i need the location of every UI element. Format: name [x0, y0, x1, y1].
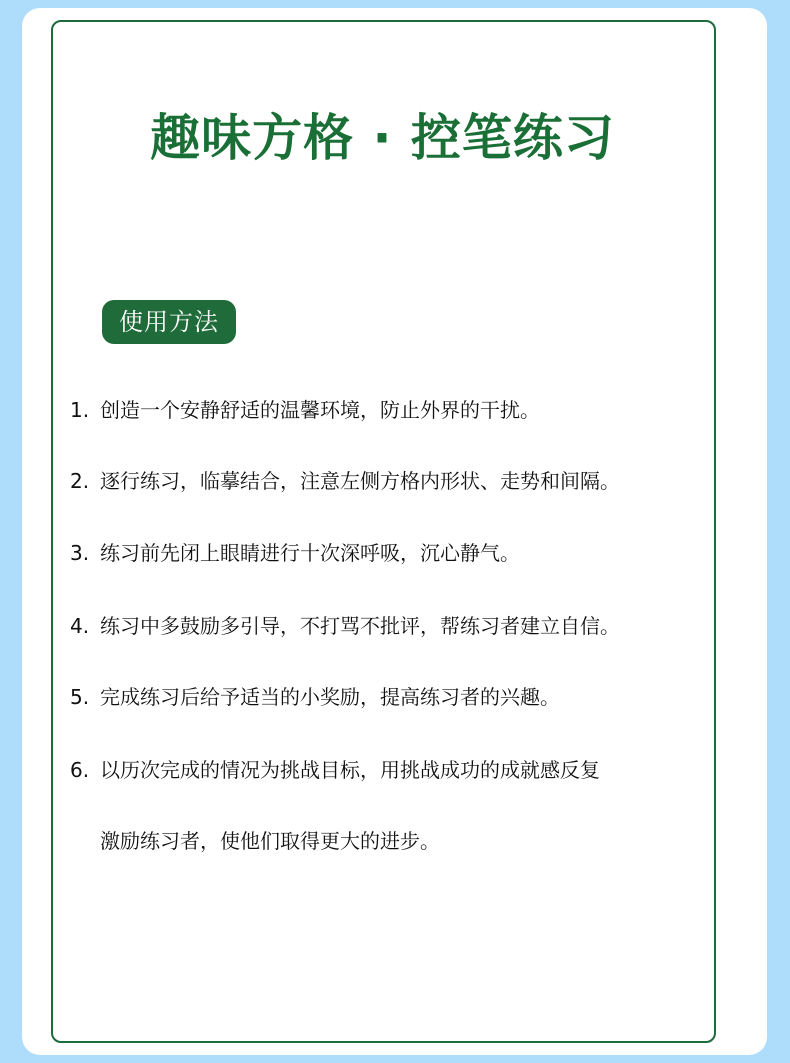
instruction-item	[70, 539, 520, 567]
instruction-number: 6.	[70, 758, 90, 782]
instruction-text: 完成练习后给予适当的小奖励，提高练习者的兴趣。	[100, 685, 560, 709]
instruction-item	[70, 756, 600, 784]
instruction-text: 逐行练习，临摹结合，注意左侧方格内形状、走势和间隔。	[100, 469, 620, 493]
section-badge: 使用方法	[102, 300, 236, 344]
instruction-number: 4.	[70, 614, 90, 638]
instruction-number: 2.	[70, 469, 90, 493]
instruction-number: 5.	[70, 685, 90, 709]
instruction-text: 练习前先闭上眼睛进行十次深呼吸，沉心静气。	[100, 541, 520, 565]
instruction-item	[70, 683, 560, 711]
instruction-number: 1.	[70, 398, 90, 422]
instruction-item	[70, 396, 540, 424]
instruction-number: 3.	[70, 541, 90, 565]
instruction-item	[70, 612, 620, 640]
instruction-text: 以历次完成的情况为挑战目标，用挑战成功的成就感反复	[100, 758, 600, 782]
instruction-text: 创造一个安静舒适的温馨环境，防止外界的干扰。	[100, 398, 540, 422]
page-title: 趣味方格 · 控笔练习	[150, 109, 615, 167]
content-frame	[51, 20, 716, 1043]
instruction-text: 练习中多鼓励多引导，不打骂不批评，帮练习者建立自信。	[100, 614, 620, 638]
instruction-continuation: 激励练习者，使他们取得更大的进步。	[100, 829, 440, 853]
instruction-item	[70, 467, 620, 495]
